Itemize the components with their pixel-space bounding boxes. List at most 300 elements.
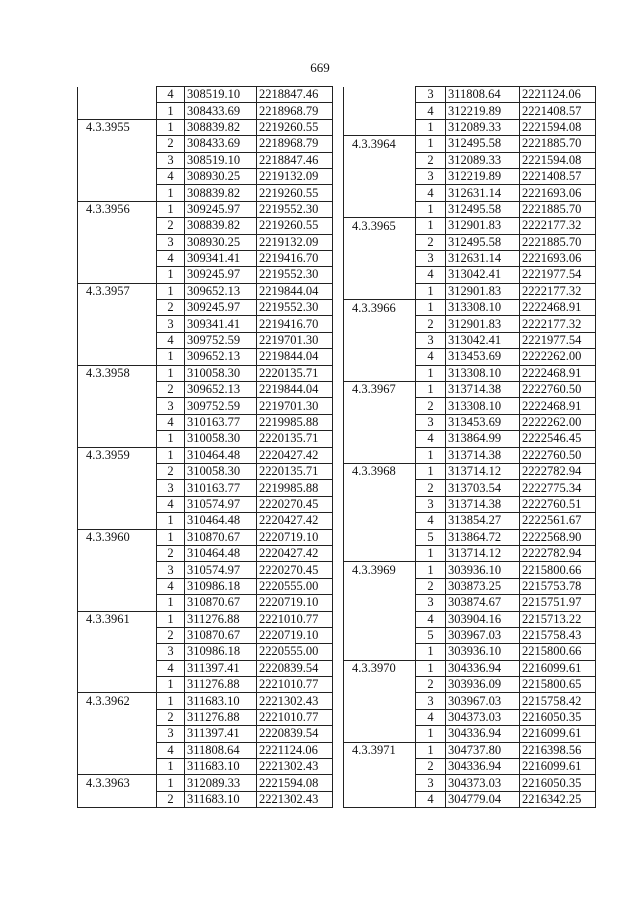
parcel-id-cell <box>344 693 416 709</box>
table-row <box>78 709 333 725</box>
y-coordinate-cell: 2221124.06 <box>520 87 596 103</box>
x-coordinate-cell: 311276.88 <box>185 611 257 627</box>
parcel-id-cell: 4.3.3963 <box>78 775 157 791</box>
y-coordinate-cell: 2222177.32 <box>520 316 596 332</box>
parcel-id-cell: 4.3.3968 <box>344 463 416 479</box>
parcel-id-cell <box>344 775 416 791</box>
parcel-id-cell: 4.3.3956 <box>78 201 157 217</box>
table-row <box>344 627 596 643</box>
x-coordinate-cell: 309652.13 <box>185 382 257 398</box>
point-number-cell: 4 <box>416 791 446 807</box>
point-number-cell: 3 <box>157 644 185 660</box>
point-number-cell: 2 <box>416 677 446 693</box>
parcel-id-cell <box>78 332 157 348</box>
table-row <box>78 578 333 594</box>
y-coordinate-cell: 2221693.06 <box>520 250 596 266</box>
x-coordinate-cell: 310464.48 <box>185 513 257 529</box>
parcel-id-cell <box>344 349 416 365</box>
parcel-id-cell: 4.3.3965 <box>344 218 416 234</box>
point-number-cell: 3 <box>416 693 446 709</box>
point-number-cell: 4 <box>157 578 185 594</box>
x-coordinate-cell: 313042.41 <box>446 332 520 348</box>
y-coordinate-cell: 2216099.61 <box>520 660 596 676</box>
point-number-cell: 5 <box>416 627 446 643</box>
table-row <box>344 677 596 693</box>
x-coordinate-cell: 310574.97 <box>185 496 257 512</box>
parcel-id-cell <box>78 513 157 529</box>
parcel-id-cell <box>344 103 416 119</box>
point-number-cell: 2 <box>416 759 446 775</box>
y-coordinate-cell: 2215800.66 <box>520 644 596 660</box>
table-row <box>78 103 333 119</box>
x-coordinate-cell: 313864.72 <box>446 529 520 545</box>
y-coordinate-cell: 2220270.45 <box>257 562 333 578</box>
parcel-id-cell: 4.3.3962 <box>78 693 157 709</box>
x-coordinate-cell: 312901.83 <box>446 218 520 234</box>
point-number-cell: 3 <box>416 595 446 611</box>
table-row <box>344 267 596 283</box>
table-row <box>78 349 333 365</box>
y-coordinate-cell: 2219844.04 <box>257 349 333 365</box>
parcel-id-cell: 4.3.3960 <box>78 529 157 545</box>
point-number-cell: 1 <box>157 693 185 709</box>
parcel-id-cell <box>344 644 416 660</box>
point-number-cell: 1 <box>157 283 185 299</box>
table-row <box>344 234 596 250</box>
x-coordinate-cell: 303874.67 <box>446 595 520 611</box>
parcel-id-cell <box>78 578 157 594</box>
y-coordinate-cell: 2215800.66 <box>520 562 596 578</box>
table-row <box>344 726 596 742</box>
parcel-id-cell: 4.3.3955 <box>78 119 157 135</box>
parcel-id-cell <box>344 545 416 561</box>
parcel-id-cell <box>78 87 157 103</box>
y-coordinate-cell: 2215800.65 <box>520 677 596 693</box>
point-number-cell: 4 <box>416 185 446 201</box>
parcel-id-cell <box>344 709 416 725</box>
table-row <box>344 283 596 299</box>
point-number-cell: 1 <box>157 267 185 283</box>
point-number-cell: 3 <box>157 480 185 496</box>
y-coordinate-cell: 2221693.06 <box>520 185 596 201</box>
parcel-id-cell <box>78 300 157 316</box>
x-coordinate-cell: 312901.83 <box>446 283 520 299</box>
parcel-id-cell: 4.3.3961 <box>78 611 157 627</box>
table-row <box>78 480 333 496</box>
parcel-id-cell <box>344 677 416 693</box>
x-coordinate-cell: 313864.99 <box>446 431 520 447</box>
table-row <box>344 250 596 266</box>
x-coordinate-cell: 312901.83 <box>446 316 520 332</box>
parcel-id-cell <box>344 513 416 529</box>
x-coordinate-cell: 303936.10 <box>446 562 520 578</box>
point-number-cell: 3 <box>157 234 185 250</box>
y-coordinate-cell: 2221010.77 <box>257 709 333 725</box>
x-coordinate-cell: 312495.58 <box>446 136 520 152</box>
table-row <box>78 595 333 611</box>
x-coordinate-cell: 310870.67 <box>185 529 257 545</box>
x-coordinate-cell: 313714.12 <box>446 463 520 479</box>
point-number-cell: 4 <box>157 660 185 676</box>
y-coordinate-cell: 2220427.42 <box>257 447 333 463</box>
parcel-id-cell <box>344 398 416 414</box>
point-number-cell: 3 <box>416 332 446 348</box>
table-row <box>344 775 596 791</box>
table-row <box>78 365 333 381</box>
x-coordinate-cell: 310058.30 <box>185 365 257 381</box>
parcel-id-cell <box>78 250 157 266</box>
x-coordinate-cell: 308433.69 <box>185 103 257 119</box>
coordinates-table-left <box>77 86 333 808</box>
point-number-cell: 1 <box>157 349 185 365</box>
table-row <box>344 136 596 152</box>
x-coordinate-cell: 312089.33 <box>446 152 520 168</box>
point-number-cell: 2 <box>157 218 185 234</box>
point-number-cell: 2 <box>416 578 446 594</box>
table-row <box>344 447 596 463</box>
y-coordinate-cell: 2219260.55 <box>257 185 333 201</box>
parcel-id-cell <box>344 414 416 430</box>
y-coordinate-cell: 2222775.34 <box>520 480 596 496</box>
parcel-id-cell: 4.3.3957 <box>78 283 157 299</box>
parcel-id-cell <box>78 627 157 643</box>
y-coordinate-cell: 2220427.42 <box>257 545 333 561</box>
x-coordinate-cell: 304336.94 <box>446 726 520 742</box>
parcel-id-cell <box>344 595 416 611</box>
y-coordinate-cell: 2220555.00 <box>257 578 333 594</box>
parcel-id-cell <box>78 726 157 742</box>
x-coordinate-cell: 313308.10 <box>446 398 520 414</box>
point-number-cell: 2 <box>157 382 185 398</box>
y-coordinate-cell: 2219985.88 <box>257 480 333 496</box>
left-table-body <box>78 87 333 808</box>
x-coordinate-cell: 303936.10 <box>446 644 520 660</box>
parcel-id-cell: 4.3.3971 <box>344 742 416 758</box>
y-coordinate-cell: 2216342.25 <box>520 791 596 807</box>
x-coordinate-cell: 313714.38 <box>446 447 520 463</box>
parcel-id-cell <box>344 267 416 283</box>
table-row <box>344 611 596 627</box>
x-coordinate-cell: 304373.03 <box>446 709 520 725</box>
parcel-id-cell <box>344 283 416 299</box>
x-coordinate-cell: 311683.10 <box>185 759 257 775</box>
x-coordinate-cell: 310163.77 <box>185 414 257 430</box>
parcel-id-cell <box>344 87 416 103</box>
table-row <box>78 447 333 463</box>
table-row <box>78 677 333 693</box>
point-number-cell: 1 <box>157 595 185 611</box>
point-number-cell: 4 <box>416 431 446 447</box>
point-number-cell: 3 <box>157 726 185 742</box>
y-coordinate-cell: 2219132.09 <box>257 168 333 184</box>
x-coordinate-cell: 313714.38 <box>446 382 520 398</box>
right-table-body <box>344 87 596 808</box>
point-number-cell: 3 <box>416 414 446 430</box>
y-coordinate-cell: 2221302.43 <box>257 791 333 807</box>
table-row <box>344 791 596 807</box>
x-coordinate-cell: 304779.04 <box>446 791 520 807</box>
table-row <box>78 759 333 775</box>
x-coordinate-cell: 310870.67 <box>185 595 257 611</box>
parcel-id-cell <box>344 578 416 594</box>
coordinates-table-right <box>343 86 596 808</box>
table-row <box>344 709 596 725</box>
x-coordinate-cell: 311683.10 <box>185 791 257 807</box>
x-coordinate-cell: 313854.27 <box>446 513 520 529</box>
parcel-id-cell <box>344 185 416 201</box>
point-number-cell: 4 <box>416 349 446 365</box>
point-number-cell: 1 <box>157 759 185 775</box>
y-coordinate-cell: 2220839.54 <box>257 660 333 676</box>
x-coordinate-cell: 303936.09 <box>446 677 520 693</box>
point-number-cell: 2 <box>157 545 185 561</box>
table-row <box>344 431 596 447</box>
table-row <box>78 660 333 676</box>
y-coordinate-cell: 2222760.50 <box>520 447 596 463</box>
y-coordinate-cell: 2222568.90 <box>520 529 596 545</box>
table-row <box>78 136 333 152</box>
point-number-cell: 1 <box>416 545 446 561</box>
parcel-id-cell <box>78 545 157 561</box>
table-row <box>344 414 596 430</box>
x-coordinate-cell: 303904.16 <box>446 611 520 627</box>
x-coordinate-cell: 313453.69 <box>446 414 520 430</box>
table-row <box>344 168 596 184</box>
x-coordinate-cell: 309752.59 <box>185 398 257 414</box>
x-coordinate-cell: 309245.97 <box>185 201 257 217</box>
x-coordinate-cell: 309752.59 <box>185 332 257 348</box>
x-coordinate-cell: 310870.67 <box>185 627 257 643</box>
point-number-cell: 3 <box>157 316 185 332</box>
point-number-cell: 1 <box>157 513 185 529</box>
point-number-cell: 1 <box>416 283 446 299</box>
parcel-id-cell <box>78 644 157 660</box>
table-row <box>344 742 596 758</box>
parcel-id-cell <box>78 103 157 119</box>
parcel-id-cell <box>344 201 416 217</box>
parcel-id-cell <box>78 709 157 725</box>
y-coordinate-cell: 2221885.70 <box>520 136 596 152</box>
point-number-cell: 1 <box>416 382 446 398</box>
x-coordinate-cell: 313714.38 <box>446 496 520 512</box>
x-coordinate-cell: 304336.94 <box>446 759 520 775</box>
point-number-cell: 4 <box>157 742 185 758</box>
point-number-cell: 1 <box>157 119 185 135</box>
table-row <box>344 103 596 119</box>
table-row <box>78 300 333 316</box>
x-coordinate-cell: 313308.10 <box>446 300 520 316</box>
parcel-id-cell <box>78 234 157 250</box>
point-number-cell: 3 <box>157 152 185 168</box>
table-row <box>344 644 596 660</box>
table-row <box>78 496 333 512</box>
point-number-cell: 1 <box>416 300 446 316</box>
y-coordinate-cell: 2221302.43 <box>257 693 333 709</box>
parcel-id-cell <box>78 562 157 578</box>
parcel-id-cell <box>344 250 416 266</box>
y-coordinate-cell: 2221977.54 <box>520 332 596 348</box>
table-row <box>78 463 333 479</box>
y-coordinate-cell: 2220719.10 <box>257 627 333 643</box>
point-number-cell: 2 <box>416 152 446 168</box>
point-number-cell: 1 <box>416 562 446 578</box>
y-coordinate-cell: 2222468.91 <box>520 300 596 316</box>
parcel-id-cell <box>78 185 157 201</box>
point-number-cell: 3 <box>157 562 185 578</box>
point-number-cell: 2 <box>157 709 185 725</box>
y-coordinate-cell: 2219985.88 <box>257 414 333 430</box>
point-number-cell: 3 <box>416 496 446 512</box>
point-number-cell: 1 <box>157 447 185 463</box>
y-coordinate-cell: 2219132.09 <box>257 234 333 250</box>
parcel-id-cell <box>78 168 157 184</box>
x-coordinate-cell: 309245.97 <box>185 267 257 283</box>
point-number-cell: 1 <box>157 775 185 791</box>
page-number: 669 <box>310 60 330 75</box>
x-coordinate-cell: 310058.30 <box>185 431 257 447</box>
y-coordinate-cell: 2221594.08 <box>520 152 596 168</box>
point-number-cell: 1 <box>157 611 185 627</box>
parcel-id-cell <box>78 742 157 758</box>
table-row <box>344 693 596 709</box>
x-coordinate-cell: 311397.41 <box>185 726 257 742</box>
x-coordinate-cell: 311808.64 <box>446 87 520 103</box>
point-number-cell: 2 <box>416 316 446 332</box>
point-number-cell: 2 <box>157 463 185 479</box>
y-coordinate-cell: 2215758.42 <box>520 693 596 709</box>
table-row <box>344 480 596 496</box>
table-row <box>344 545 596 561</box>
table-row <box>344 398 596 414</box>
y-coordinate-cell: 2219552.30 <box>257 201 333 217</box>
y-coordinate-cell: 2219260.55 <box>257 218 333 234</box>
point-number-cell: 2 <box>416 398 446 414</box>
parcel-id-cell <box>78 349 157 365</box>
x-coordinate-cell: 310464.48 <box>185 545 257 561</box>
table-row <box>344 759 596 775</box>
y-coordinate-cell: 2221408.57 <box>520 103 596 119</box>
x-coordinate-cell: 312219.89 <box>446 168 520 184</box>
table-row <box>344 201 596 217</box>
point-number-cell: 4 <box>157 168 185 184</box>
point-number-cell: 3 <box>416 168 446 184</box>
parcel-id-cell <box>78 496 157 512</box>
point-number-cell: 2 <box>416 234 446 250</box>
table-row <box>78 644 333 660</box>
x-coordinate-cell: 312631.14 <box>446 250 520 266</box>
table-row <box>344 316 596 332</box>
point-number-cell: 1 <box>157 103 185 119</box>
x-coordinate-cell: 308839.82 <box>185 119 257 135</box>
table-row <box>78 267 333 283</box>
x-coordinate-cell: 304737.80 <box>446 742 520 758</box>
parcel-id-cell: 4.3.3958 <box>78 365 157 381</box>
x-coordinate-cell: 310058.30 <box>185 463 257 479</box>
y-coordinate-cell: 2221885.70 <box>520 201 596 217</box>
point-number-cell: 5 <box>416 529 446 545</box>
point-number-cell: 4 <box>157 496 185 512</box>
point-number-cell: 1 <box>416 365 446 381</box>
table-row <box>78 742 333 758</box>
table-row <box>344 152 596 168</box>
parcel-id-cell <box>78 414 157 430</box>
table-row <box>78 529 333 545</box>
y-coordinate-cell: 2215751.97 <box>520 595 596 611</box>
point-number-cell: 1 <box>157 185 185 201</box>
parcel-id-cell <box>78 431 157 447</box>
table-row <box>78 726 333 742</box>
point-number-cell: 1 <box>416 447 446 463</box>
y-coordinate-cell: 2216398.56 <box>520 742 596 758</box>
x-coordinate-cell: 312089.33 <box>185 775 257 791</box>
table-row <box>78 218 333 234</box>
y-coordinate-cell: 2222546.45 <box>520 431 596 447</box>
point-number-cell: 2 <box>416 480 446 496</box>
table-row <box>78 398 333 414</box>
point-number-cell: 4 <box>157 414 185 430</box>
y-coordinate-cell: 2216050.35 <box>520 775 596 791</box>
x-coordinate-cell: 313453.69 <box>446 349 520 365</box>
x-coordinate-cell: 310464.48 <box>185 447 257 463</box>
point-number-cell: 1 <box>416 218 446 234</box>
table-row <box>344 562 596 578</box>
parcel-id-cell: 4.3.3967 <box>344 382 416 398</box>
x-coordinate-cell: 310986.18 <box>185 578 257 594</box>
y-coordinate-cell: 2220719.10 <box>257 529 333 545</box>
y-coordinate-cell: 2221010.77 <box>257 677 333 693</box>
y-coordinate-cell: 2219844.04 <box>257 283 333 299</box>
parcel-id-cell <box>344 480 416 496</box>
parcel-id-cell <box>78 136 157 152</box>
parcel-id-cell <box>78 463 157 479</box>
y-coordinate-cell: 2220555.00 <box>257 644 333 660</box>
parcel-id-cell <box>344 496 416 512</box>
point-number-cell: 1 <box>416 660 446 676</box>
x-coordinate-cell: 304373.03 <box>446 775 520 791</box>
y-coordinate-cell: 2221408.57 <box>520 168 596 184</box>
parcel-id-cell <box>344 431 416 447</box>
y-coordinate-cell: 2215753.78 <box>520 578 596 594</box>
point-number-cell: 1 <box>157 431 185 447</box>
x-coordinate-cell: 312495.58 <box>446 234 520 250</box>
x-coordinate-cell: 312631.14 <box>446 185 520 201</box>
y-coordinate-cell: 2221302.43 <box>257 759 333 775</box>
y-coordinate-cell: 2219260.55 <box>257 119 333 135</box>
y-coordinate-cell: 2219552.30 <box>257 300 333 316</box>
y-coordinate-cell: 2222262.00 <box>520 414 596 430</box>
parcel-id-cell <box>344 365 416 381</box>
point-number-cell: 3 <box>416 250 446 266</box>
point-number-cell: 3 <box>157 398 185 414</box>
parcel-id-cell: 4.3.3969 <box>344 562 416 578</box>
x-coordinate-cell: 303967.03 <box>446 627 520 643</box>
y-coordinate-cell: 2222760.51 <box>520 496 596 512</box>
point-number-cell: 1 <box>416 136 446 152</box>
parcel-id-cell <box>344 627 416 643</box>
point-number-cell: 2 <box>157 627 185 643</box>
y-coordinate-cell: 2219701.30 <box>257 398 333 414</box>
y-coordinate-cell: 2219416.70 <box>257 250 333 266</box>
point-number-cell: 1 <box>416 463 446 479</box>
y-coordinate-cell: 2221010.77 <box>257 611 333 627</box>
point-number-cell: 1 <box>157 201 185 217</box>
parcel-id-cell <box>78 382 157 398</box>
y-coordinate-cell: 2222468.91 <box>520 365 596 381</box>
x-coordinate-cell: 313703.54 <box>446 480 520 496</box>
y-coordinate-cell: 2221594.08 <box>257 775 333 791</box>
y-coordinate-cell: 2222262.00 <box>520 349 596 365</box>
parcel-id-cell <box>78 398 157 414</box>
